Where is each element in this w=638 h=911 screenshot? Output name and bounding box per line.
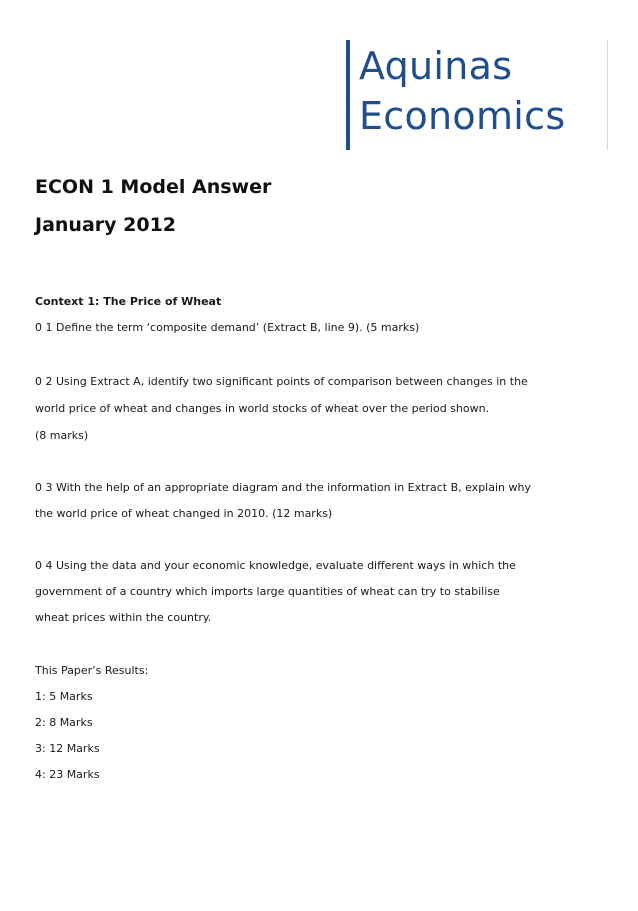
logo-divider (607, 40, 608, 150)
question-4-line-3: wheat prices within the country. (35, 611, 212, 624)
aquinas-economics-logo (346, 40, 608, 150)
question-2-line-3: (8 marks) (35, 429, 89, 442)
results-heading: This Paper’s Results: (35, 664, 149, 677)
result-item-3: 3: 12 Marks (35, 742, 100, 755)
question-1-line-1: 0 1 Define the term ‘composite demand’ (Extract B, line 9). (5 marks) (35, 321, 420, 334)
logo-bar-left (346, 40, 350, 150)
question-3-line-1: 0 3 With the help of an appropriate diagram and the information in Extract B, explain why (35, 481, 531, 494)
result-item-1: 1: 5 Marks (35, 690, 93, 703)
question-4-line-1: 0 4 Using the data and your economic knowledge, evaluate different ways in which the (35, 559, 516, 572)
question-2-line-2: world price of wheat and changes in world stocks of wheat over the period shown. (35, 402, 490, 415)
question-4-line-2: government of a country which imports large quantities of wheat can try to stabilise (35, 585, 500, 598)
question-2-line-1: 0 2 Using Extract A, identify two significant points of comparison between changes in the (35, 375, 528, 388)
logo-line-1: Aquinas (359, 44, 513, 88)
logo-line-2: Economics (359, 94, 566, 138)
question-3-line-2: the world price of wheat changed in 2010. (12 marks) (35, 507, 333, 520)
document-date: January 2012 (35, 214, 177, 236)
result-item-4: 4: 23 Marks (35, 768, 100, 781)
document-title: ECON 1 Model Answer (35, 176, 272, 198)
result-item-2: 2: 8 Marks (35, 716, 93, 729)
context-heading: Context 1: The Price of Wheat (35, 295, 222, 308)
